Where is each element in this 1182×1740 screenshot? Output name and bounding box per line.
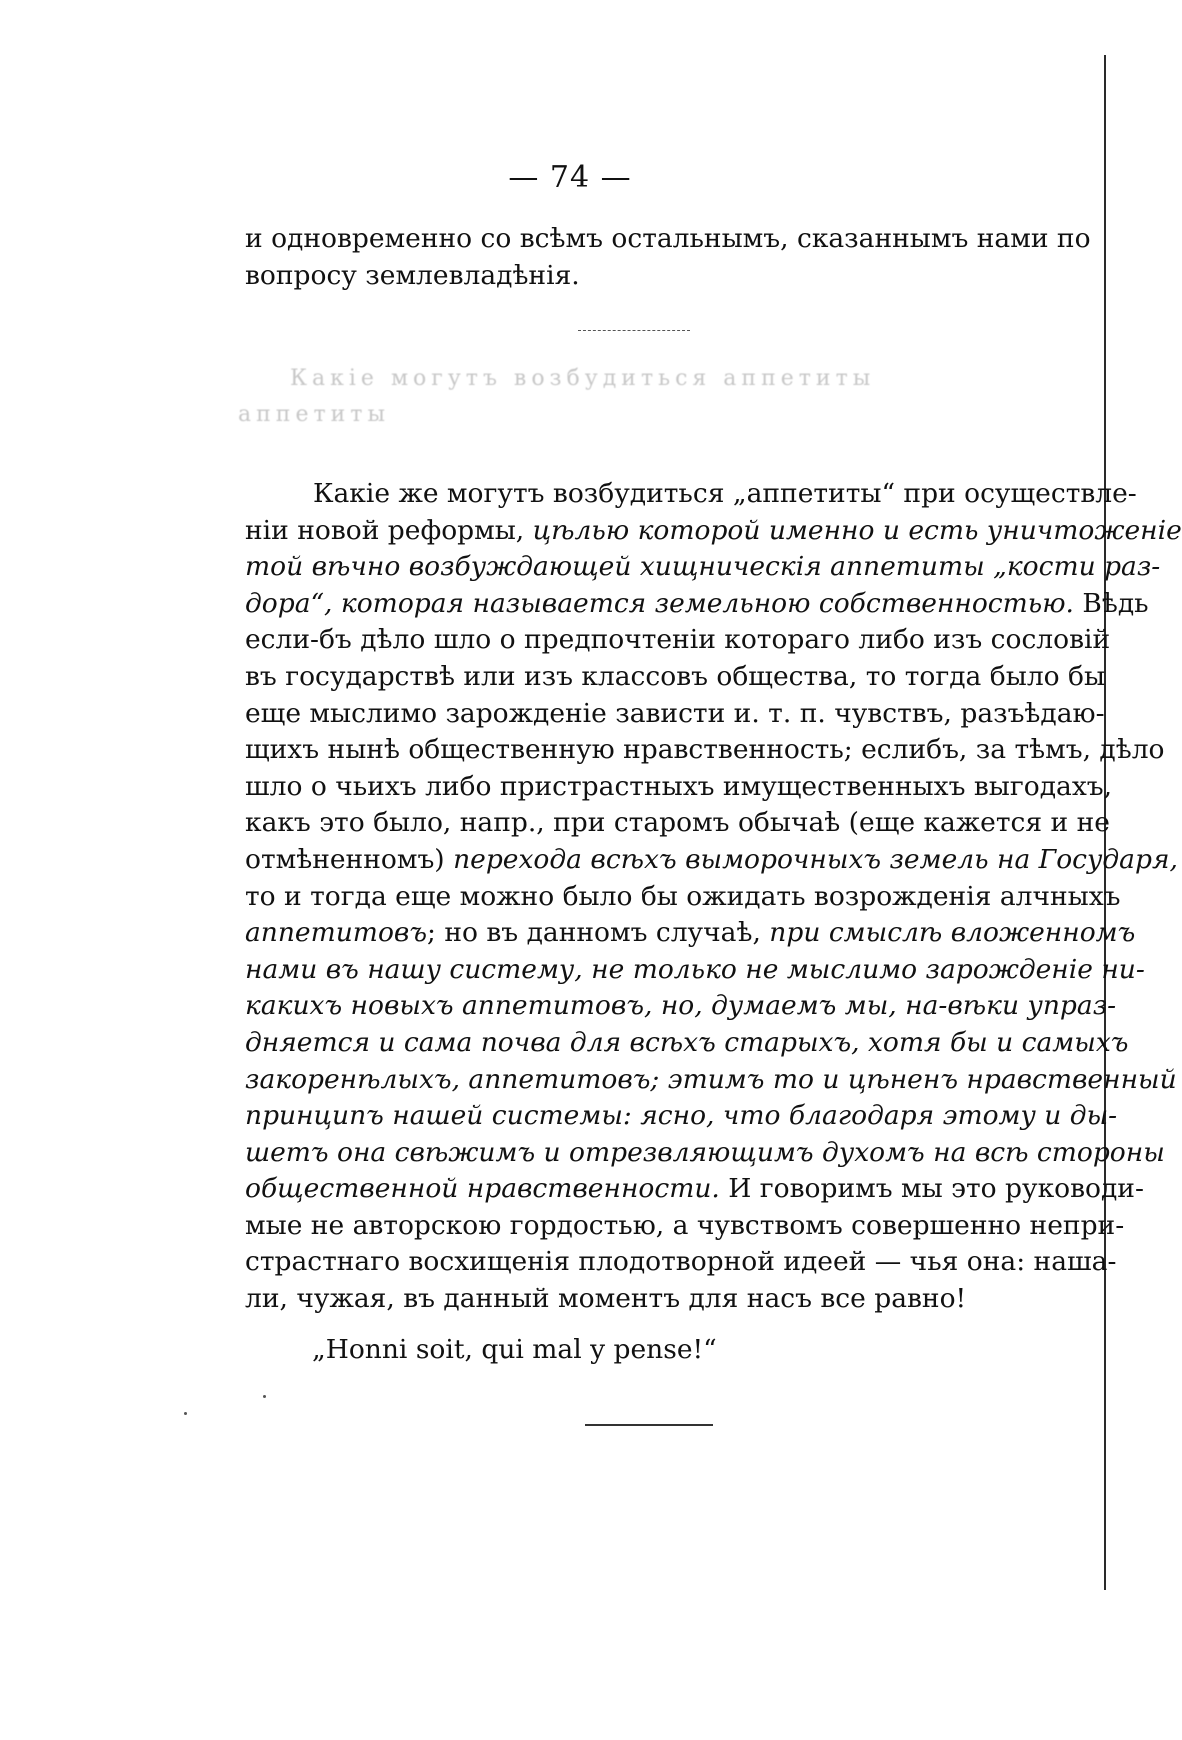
text-line (245, 1171, 1144, 1208)
text-line (245, 1062, 1177, 1099)
text-segment: ; но въ данномъ случаѣ, (426, 917, 770, 949)
text-line (245, 1025, 1129, 1062)
text-line (245, 549, 1161, 586)
text-segment: Какіе же могутъ возбудиться „аппетиты“ при осуществле- (313, 478, 1137, 509)
italic-segment: принципъ нашей системы: ясно, что благодаря этому и ды- (245, 1100, 1118, 1132)
italic-segment: аппетитовъ (245, 917, 427, 949)
intro-line: вопросу землевладѣнія. (245, 259, 580, 291)
text-line (245, 805, 1110, 842)
text-line (245, 1244, 1117, 1281)
main-paragraph (245, 476, 1182, 1318)
italic-segment: той вѣчно возбуждающей хищническія аппетиты „кости раз- (245, 551, 1161, 583)
text-line (245, 1208, 1125, 1245)
intro-line: и одновременно со всѣмъ остальнымъ, сказаннымъ нами по (245, 223, 1091, 254)
italic-segment: дора“, которая называется земельною собственностью. (245, 587, 1074, 619)
text-line (245, 476, 1137, 513)
text-segment: ли, чужая, въ данный моментъ для насъ все равно! (245, 1283, 967, 1315)
text-line (245, 769, 1113, 806)
text-segment: въ государствѣ или изъ классовъ общества, то тогда было бы (245, 660, 1106, 692)
bleed-through-text: аппетиты (238, 402, 390, 427)
italic-segment: нами въ нашу систему, не только не мыслимо зарожденіе ни- (245, 953, 1145, 985)
closing-quote: „Honni soit, qui mal y pense!“ (312, 1334, 717, 1365)
page-number: — 74 — (508, 160, 632, 195)
italic-segment: цѣлью которой именно и есть уничтоженіе (532, 514, 1182, 546)
text-segment: щихъ нынѣ общественную нравственность; еслибъ, за тѣмъ, дѣло (245, 734, 1165, 766)
text-segment: еще мыслимо зарожденіе зависти и. т. п. чувствъ, разъѣдаю- (245, 697, 1105, 729)
text-line (245, 696, 1105, 733)
italic-segment: при смыслѣ вложенномъ (769, 917, 1136, 949)
text-segment: шло о чьихъ либо пристрастныхъ имущественныхъ выгодахъ, (245, 770, 1113, 802)
text-segment: отмѣненномъ) (245, 843, 454, 875)
text-line (245, 1098, 1118, 1135)
text-segment: какъ это было, напр., при старомъ обычаѣ (еще кажется и не (245, 807, 1110, 839)
italic-segment: общественной нравственности. (245, 1173, 720, 1205)
italic-segment: дняется и сама почва для всѣхъ старыхъ, хотя бы и самыхъ (245, 1026, 1129, 1058)
bleed-through-text: Какіе могутъ возбудиться аппетиты (290, 366, 876, 391)
section-divider-top (578, 330, 690, 331)
text-line (245, 732, 1165, 769)
italic-segment: перехода всѣхъ выморочныхъ земель на Государя, (453, 843, 1178, 875)
text-segment: страстнаго восхищенія плодотворной идеей — чья она: наша- (245, 1246, 1117, 1278)
section-divider-bottom (585, 1424, 713, 1426)
ink-speck (184, 1412, 187, 1415)
ink-speck (263, 1395, 266, 1398)
text-line (245, 1135, 1165, 1172)
text-line (245, 842, 1178, 879)
text-line (245, 988, 1117, 1025)
italic-segment: какихъ новыхъ аппетитовъ, но, думаемъ мы, на-вѣки упраз- (245, 990, 1117, 1022)
italic-segment: шетъ она свѣжимъ и отрезвляющимъ духомъ на всѣ стороны (245, 1136, 1165, 1168)
text-segment: Вѣдь (1073, 587, 1149, 619)
text-segment: то и тогда еще можно было бы ожидать возрожденія алчныхъ (245, 880, 1121, 912)
text-segment: И говоримъ мы это руководи- (719, 1173, 1144, 1205)
text-line (245, 952, 1145, 989)
intro-paragraph (245, 221, 1091, 294)
text-segment: если-бъ дѣло шло о предпочтеніи котораго либо изъ сословій (245, 624, 1111, 656)
text-segment: мые не авторскою гордостью, а чувствомъ совершенно непри- (245, 1209, 1125, 1241)
text-line (245, 1281, 1039, 1318)
text-line (245, 586, 1149, 623)
text-line (245, 915, 1136, 952)
text-line (245, 622, 1111, 659)
text-segment: ніи новой реформы, (245, 514, 533, 546)
text-line (245, 513, 1182, 550)
text-line (245, 879, 1121, 916)
text-line (245, 659, 1106, 696)
italic-segment: закоренѣлыхъ, аппетитовъ; этимъ то и цѣненъ нравственный (245, 1063, 1177, 1095)
